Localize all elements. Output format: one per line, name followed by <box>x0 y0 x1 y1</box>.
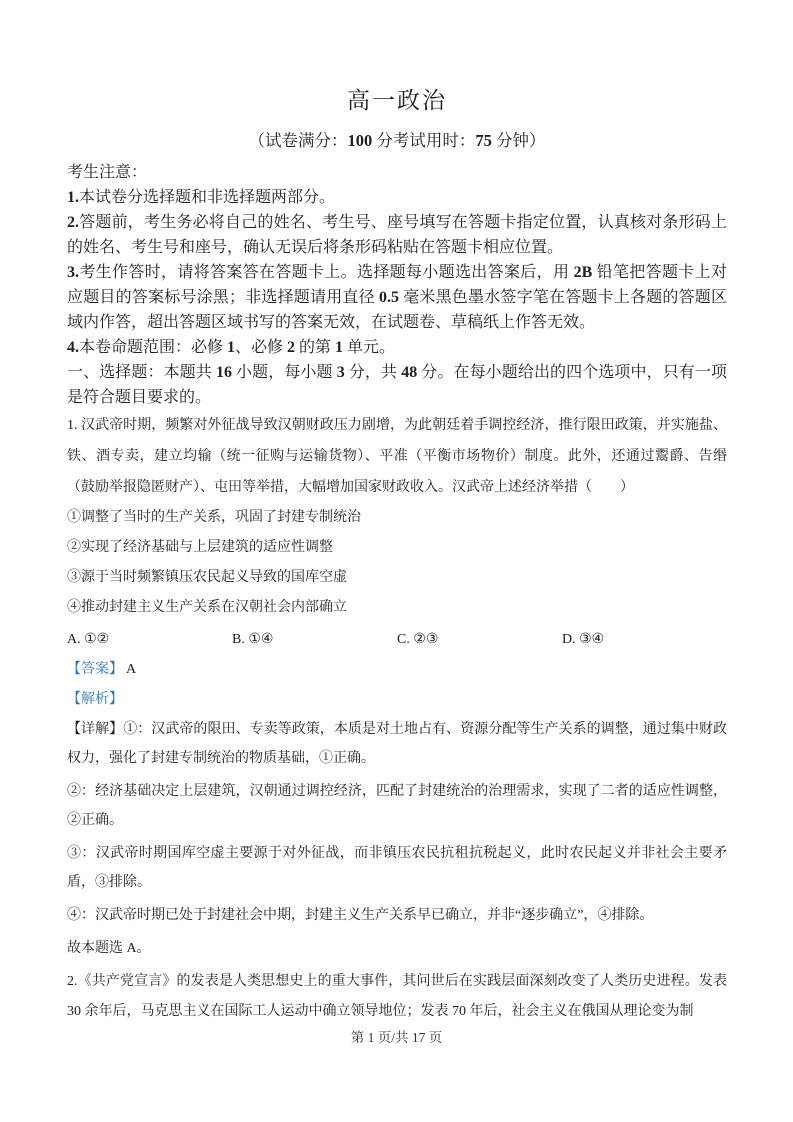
option-c: C. ②③ <box>397 632 439 647</box>
question-1-statement-3: ③源于当时频繁镇压农民起义导致的国库空虚 <box>67 570 347 585</box>
analysis-label: 【解析】 <box>67 692 123 707</box>
question-1-statement-1: ①调整了当时的生产关系，巩固了封建专制统治 <box>67 510 361 525</box>
page-number: 第 1 页/共 17 页 <box>350 1030 443 1045</box>
candidate-notes-section <box>67 160 727 360</box>
note-item-3: 3.考生作答时，请将答案答在答题卡上。选择题每小题选出答案后，用 2B 铅笔把答题卡上对应题目的答案标号涂黑；非选择题请用直径 0.5 毫米黑色墨水签字笔在答题卡上各题的答题区域内作答，超出答题区域书写的答案无效，在试题卷、草稿纸上作答无效。 <box>67 264 727 331</box>
question-1-options-row <box>67 625 727 655</box>
detail-paragraph-4: ④：汉武帝时期已处于封建社会中期，封建主义生产关系早已确立，并非“逐步确立”，④排除。 <box>67 908 654 923</box>
notes-heading: 考生注意： <box>67 164 148 181</box>
detail-paragraph-3: ③：汉武帝时期国库空虚主要源于对外征战，而非镇压农民抗租抗税起义，此时农民起义并非社会主要矛盾，③排除。 <box>67 846 727 890</box>
exam-score-time-meta: （试卷满分：100 分考试用时：75 分钟） <box>248 131 546 150</box>
section-1-heading: 一、选择题：本题共 16 小题，每小题 3 分，共 48 分。在每小题给出的四个选项中，只有一项是符合题目要求的。 <box>67 364 727 406</box>
option-d: D. ③④ <box>562 632 605 647</box>
option-b: B. ①④ <box>232 632 274 647</box>
question-2-stem: 2.《共产党宣言》的发表是人类思想史上的重大事件，其问世后在实践层面深刻改变了人类历史进程。发表 30 余年后，马克思主义在国际工人运动中确立领导地位；发表 70 年后，社会主义在俄国从理论变为制 <box>67 974 727 1019</box>
detail-paragraph-1 <box>67 715 727 773</box>
question-1-statement-2: ②实现了经济基础与上层建筑的适应性调整 <box>67 540 333 555</box>
note-item-4: 4.本卷命题范围：必修 1、必修 2 的第 1 单元。 <box>67 339 396 356</box>
question-1 <box>67 410 727 963</box>
answer-line <box>67 655 727 685</box>
option-a: A. ①② <box>67 632 110 647</box>
question-1-statement-4: ④推动封建主义生产关系在汉朝社会内部确立 <box>67 600 347 615</box>
detail-conclusion: 故本题选 A。 <box>67 941 151 956</box>
note-item-1: 1.本试卷分选择题和非选择题两部分。 <box>67 189 336 206</box>
note-item-2: 2.答题前，考生务必将自己的姓名、考生号、座号填写在答题卡指定位置，认真核对条形码上的姓名、考生号和座号，确认无误后将条形码粘贴在答题卡相应位置。 <box>67 214 727 256</box>
answer-label: 【答案】 <box>67 662 123 677</box>
detail-label: 【详解】 <box>67 722 124 737</box>
exam-title: 高一政治 <box>347 88 447 113</box>
answer-value: A <box>126 662 137 677</box>
question-1-stem: 1. 汉武帝时期，频繁对外征战导致汉朝财政压力剧增，为此朝廷着手调控经济，推行限田政策，并实施盐、铁、酒专卖，建立均输（统一征购与运输货物）、平准（平衡市场物价）制度。此外，还通过鬻爵、告缗（鼓励举报隐匿财产）、屯田等举措，大幅增加国家财政收入。汉武帝上述经济举措（ ） <box>67 418 727 495</box>
detail-paragraph-2: ②：经济基础决定上层建筑，汉朝通过调控经济，匹配了封建统治的治理需求，实现了二者的适应性调整，②正确。 <box>67 784 727 828</box>
detail-text-1: ①：汉武帝的限田、专卖等政策，本质是对土地占有、资源分配等生产关系的调整，通过集中财政权力，强化了封建专制统治的物质基础，①正确。 <box>67 722 728 766</box>
